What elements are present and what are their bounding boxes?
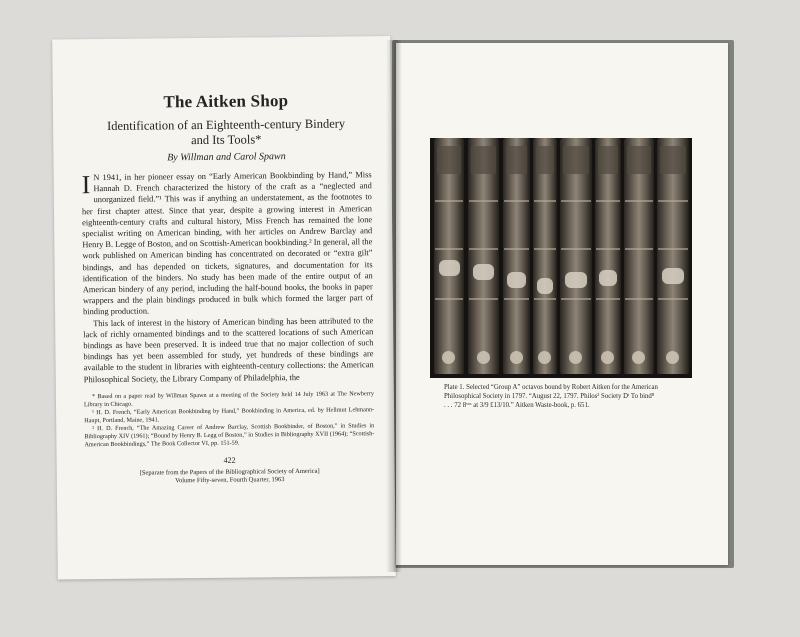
spine-title-area <box>598 146 618 174</box>
spine-title-area <box>437 146 461 174</box>
body-text <box>82 169 374 385</box>
article-title: The Aitken Shop <box>163 91 289 112</box>
footnote-2: ² H. D. French, “The Amazing Career of Andrew Barclay, Scottish Bookbinder, of Boston,” in Studies in Bibliography XIV (1961); “Bound by Henry B. Legg of Boston,” in Studies in Bibliography XVII (1964); “Scottish-American Bookbindings,” The Book Collector VI, pp. 151-59. <box>84 422 375 449</box>
page-number: 422 <box>223 455 236 465</box>
spine-band <box>435 248 463 250</box>
spine-stamp <box>601 351 614 364</box>
spine-band <box>625 298 653 300</box>
footnote-1: ¹ H. D. French, “Early American Bookbinding by Hand,” Bookbinding in America, ed. by Hellmut Lehmann-Haupt, Portland, Maine, 1941. <box>84 406 375 425</box>
plate-photograph <box>430 138 692 378</box>
separate-line-2: Volume Fifty-seven, Fourth Quarter, 1963 <box>175 476 285 485</box>
spine-band <box>561 200 591 202</box>
book-spine <box>624 138 654 374</box>
spine-title-area <box>563 146 589 174</box>
spine-band <box>625 248 653 250</box>
book-spine <box>434 138 464 374</box>
spine-band <box>469 248 498 250</box>
article-subtitle <box>81 116 371 149</box>
spine-band <box>469 200 498 202</box>
spine-band <box>435 298 463 300</box>
spine-band <box>596 248 620 250</box>
spine-stamp <box>510 351 523 364</box>
spine-band <box>534 298 556 300</box>
left-page <box>52 36 396 580</box>
spine-band <box>596 298 620 300</box>
plate-caption <box>444 383 694 410</box>
spine-stamp <box>442 351 455 364</box>
spine-title-area <box>627 146 651 174</box>
shelf-label <box>507 272 526 288</box>
spine-band <box>534 200 556 202</box>
book-spine <box>595 138 621 374</box>
spine-title-area <box>536 146 554 174</box>
spine-band <box>561 248 591 250</box>
paragraph-1 <box>82 169 374 318</box>
spine-band <box>625 200 653 202</box>
spine-band <box>504 298 529 300</box>
spine-stamp <box>666 351 679 364</box>
subtitle-line-2: and Its Tools* <box>190 132 262 148</box>
caption-line-3: . . . 72 8ᵛᵒˢ at 3/9 £13/10.” Aitken Waste-book, p. 651. <box>444 402 590 409</box>
book-spine <box>560 138 592 374</box>
shelf-label <box>599 270 617 286</box>
spine-title-area <box>506 146 527 174</box>
spine-band <box>534 248 556 250</box>
footnote-star: * Based on a paper read by Willman Spawn at a meeting of the Society held 14 July 1963 at The Newberry Library in Chicago. <box>83 390 374 409</box>
spine-band <box>658 200 688 202</box>
spine-band <box>561 298 591 300</box>
book-spine <box>657 138 689 374</box>
spine-band <box>596 200 620 202</box>
shelf-label <box>439 260 460 276</box>
spine-stamp <box>632 351 645 364</box>
drop-cap: I <box>81 170 91 200</box>
spine-band <box>658 298 688 300</box>
shelf-label <box>473 264 495 280</box>
caption-line-2: Philosophical Society in 1797. “August 22, 1797. Philos² Society Dᵗ To bind⁸ <box>444 393 655 400</box>
byline: By Willman and Carol Spawn <box>167 151 286 164</box>
book-spine <box>533 138 557 374</box>
spine-band <box>658 248 688 250</box>
spine-band <box>504 248 529 250</box>
paragraph-2: This lack of interest in the history of American binding has been attributed to the lack of richly ornamented bindings and to the scattered locations of such American bindings as have been preserved. It is indeed true that no major collection of such bindings has yet been assembled for study, yet hundreds of these bindings are available to the student in libraries with eighteenth-century collections: the American Philosophical Society, the Library Company of Philadelphia, the <box>83 315 374 384</box>
book-gutter <box>386 40 402 572</box>
paragraph-1-text: N 1941, in her pioneer essay on “Early American Bookbinding by Hand,” Miss Hannah D. French characterized the history of the craft as a “neglected and unorganized field.”¹ This was if anything an understatement, as the footnotes to her first chapter attest. Since that year, despite a growing interest in American eighteenth-century crafts and cultural history, Miss French has remained the lone specialist writing on American binding, with her articles on Andrew Barclay and Henry B. Legge of Boston, and on Scottish-American bookbinding.² In general, all the work published on American binding has concentrated on decorated or “extra gilt” bindings, and has depended on tickets, signatures, and documentation for its identification of the binders. No study has been made of the entire output of an American bindery of any period, including the half-bound books, the books in paper wrappers and the plain bindings produced in bulk which formed the larger part of binding production. <box>81 170 373 317</box>
spine-band <box>469 298 498 300</box>
spine-band <box>435 200 463 202</box>
subtitle-line-1: Identification of an Eighteenth-century Bindery <box>106 116 346 133</box>
spine-band <box>504 200 529 202</box>
footnotes <box>84 390 375 449</box>
separate-line-1: [Separate from the Papers of the Bibliographical Society of America] <box>139 467 320 477</box>
spine-title-area <box>660 146 686 174</box>
caption-line-1: Plate 1. Selected “Group A” octavos bound by Robert Aitken for the American <box>444 384 658 391</box>
article-text <box>81 90 375 487</box>
book-spine <box>503 138 530 374</box>
separate-note <box>85 467 375 487</box>
shelf-label <box>537 278 554 294</box>
spine-stamp <box>477 351 490 364</box>
shelf-label <box>565 272 587 288</box>
book-spine <box>468 138 499 374</box>
spine-stamp <box>569 351 582 364</box>
spine-stamp <box>538 351 551 364</box>
shelf-label <box>662 268 684 284</box>
spine-title-area <box>471 146 496 174</box>
